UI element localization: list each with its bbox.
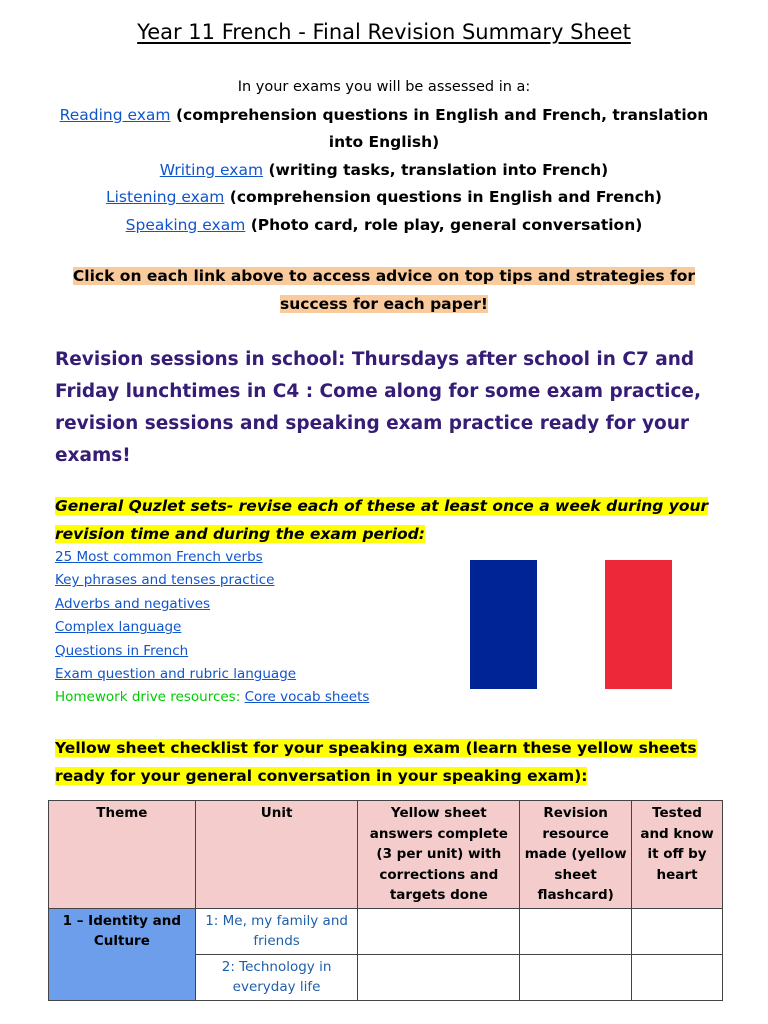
quizlet-heading-text: General Quzlet sets- revise each of these at least once a week during your revision time and during the exam period: (55, 497, 709, 543)
speaking-checklist-table (48, 800, 723, 1001)
quizlet-link-verbs[interactable]: 25 Most common French verbs (55, 549, 263, 565)
table-header-row (49, 801, 723, 909)
unit-cell: 2: Technology in everyday life (195, 954, 358, 1000)
header-tested: Tested and know it off by heart (632, 801, 723, 909)
page-title: Year 11 French - Final Revision Summary Sheet (137, 20, 631, 44)
header-unit: Unit (195, 801, 358, 909)
flag-blue-stripe (470, 560, 537, 689)
writing-exam-desc: (writing tasks, translation into French) (263, 160, 609, 179)
quizlet-links (55, 546, 475, 710)
listening-exam-link[interactable]: Listening exam (105, 188, 225, 206)
listening-exam-desc: (comprehension questions in English and French) (224, 188, 663, 206)
exam-line-speaking (40, 212, 728, 240)
speaking-exam-link[interactable]: Speaking exam (125, 215, 246, 234)
theme-cell: 1 – Identity and Culture (49, 908, 196, 1000)
exam-intro (40, 74, 728, 239)
france-flag (470, 560, 672, 689)
reading-exam-desc: (comprehension questions in English and French, translation into English) (170, 105, 709, 151)
checkbox-cell[interactable] (358, 908, 520, 954)
homework-line (55, 686, 475, 709)
writing-exam-link[interactable]: Writing exam (159, 160, 264, 179)
quizlet-link-rubric[interactable]: Exam question and rubric language (55, 666, 297, 683)
checkbox-cell[interactable] (632, 908, 723, 954)
revision-sessions: Revision sessions in school: Thursdays after school in C7 and Friday lunchtimes in C4 : Come along for some exam practice, revision sessions and speaking exam practice ready for your exams! (55, 349, 702, 466)
checkbox-cell[interactable] (520, 954, 632, 1000)
exam-line-reading (40, 102, 728, 157)
checklist-heading (55, 734, 735, 790)
quizlet-link-adverbs[interactable]: Adverbs and negatives (55, 595, 211, 612)
header-revision-resource: Revision resource made (yellow sheet flashcard) (520, 801, 632, 909)
checkbox-cell[interactable] (520, 908, 632, 954)
click-note (40, 262, 728, 318)
table-row (49, 908, 723, 954)
speaking-exam-desc: (Photo card, role play, general conversation) (245, 215, 643, 234)
homework-label: Homework drive resources: (55, 689, 245, 706)
quizlet-heading (55, 492, 735, 548)
quizlet-link-complex[interactable]: Complex language (55, 619, 182, 636)
intro-lead: In your exams you will be assessed in a: (237, 79, 531, 95)
flag-red-stripe (605, 560, 672, 689)
checklist-heading-text: Yellow sheet checklist for your speaking exam (learn these yellow sheets ready for your general conversation in your speaking exam): (55, 739, 697, 785)
reading-exam-link[interactable]: Reading exam (59, 105, 171, 124)
header-theme: Theme (49, 801, 196, 909)
click-note-text: Click on each link above to access advice on top tips and strategies for success for each paper! (72, 267, 696, 313)
quizlet-link-phrases[interactable]: Key phrases and tenses practice (55, 572, 275, 589)
header-yellow-sheet: Yellow sheet answers complete (3 per unit) with corrections and targets done (358, 801, 520, 909)
checkbox-cell[interactable] (632, 954, 723, 1000)
checkbox-cell[interactable] (358, 954, 520, 1000)
quizlet-link-questions[interactable]: Questions in French (55, 642, 189, 659)
core-vocab-link[interactable]: Core vocab sheets (244, 689, 370, 706)
flag-white-stripe (537, 560, 605, 689)
unit-cell: 1: Me, my family and friends (195, 908, 358, 954)
exam-line-listening (40, 184, 728, 212)
exam-line-writing (40, 157, 728, 185)
